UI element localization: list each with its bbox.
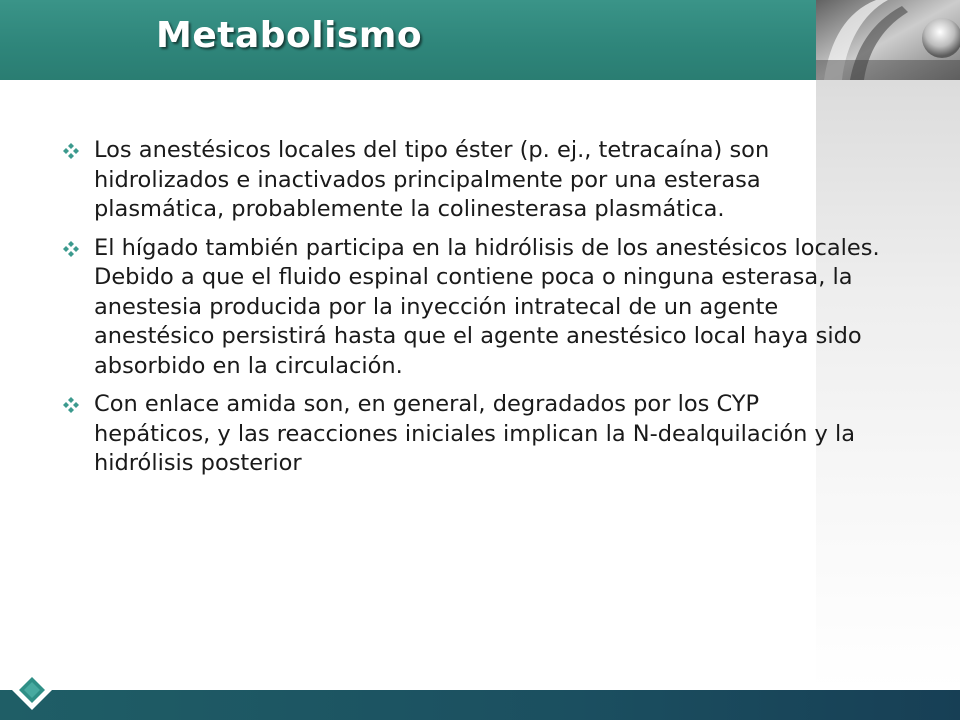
four-diamond-bullet-icon <box>62 240 80 258</box>
footer-bar <box>0 690 960 720</box>
diamond-logo-icon <box>10 668 54 712</box>
abstract-metal-graphic <box>816 0 960 80</box>
list-item <box>62 390 882 479</box>
four-diamond-bullet-icon <box>62 142 80 160</box>
bullet-list <box>62 136 882 488</box>
bullet-text: Los anestésicos locales del tipo éster (p. ej., tetracaína) son hidrolizados e inactivados principalmente por una esterasa plasmática, probablemente la colinesterasa plasmática. <box>94 137 770 222</box>
bullet-text: El hígado también participa en la hidrólisis de los anestésicos locales. Debido a que el fluido espinal contiene poca o ninguna esterasa, la anestesia producida por la inyección intratecal de un agente anestésico persistirá hasta que el agente anestésico local haya sido absorbido en la circulación. <box>94 234 880 379</box>
list-item <box>62 234 882 382</box>
slide-title: Metabolismo <box>156 15 423 56</box>
four-diamond-bullet-icon <box>62 396 80 414</box>
list-item <box>62 136 882 225</box>
bullet-text: Con enlace amida son, en general, degradados por los CYP hepáticos, y las reacciones iniciales implican la N-dealquilación y la hidrólisis posterior <box>94 391 856 476</box>
corner-decorative-image <box>816 0 960 80</box>
title-bar <box>0 0 816 80</box>
